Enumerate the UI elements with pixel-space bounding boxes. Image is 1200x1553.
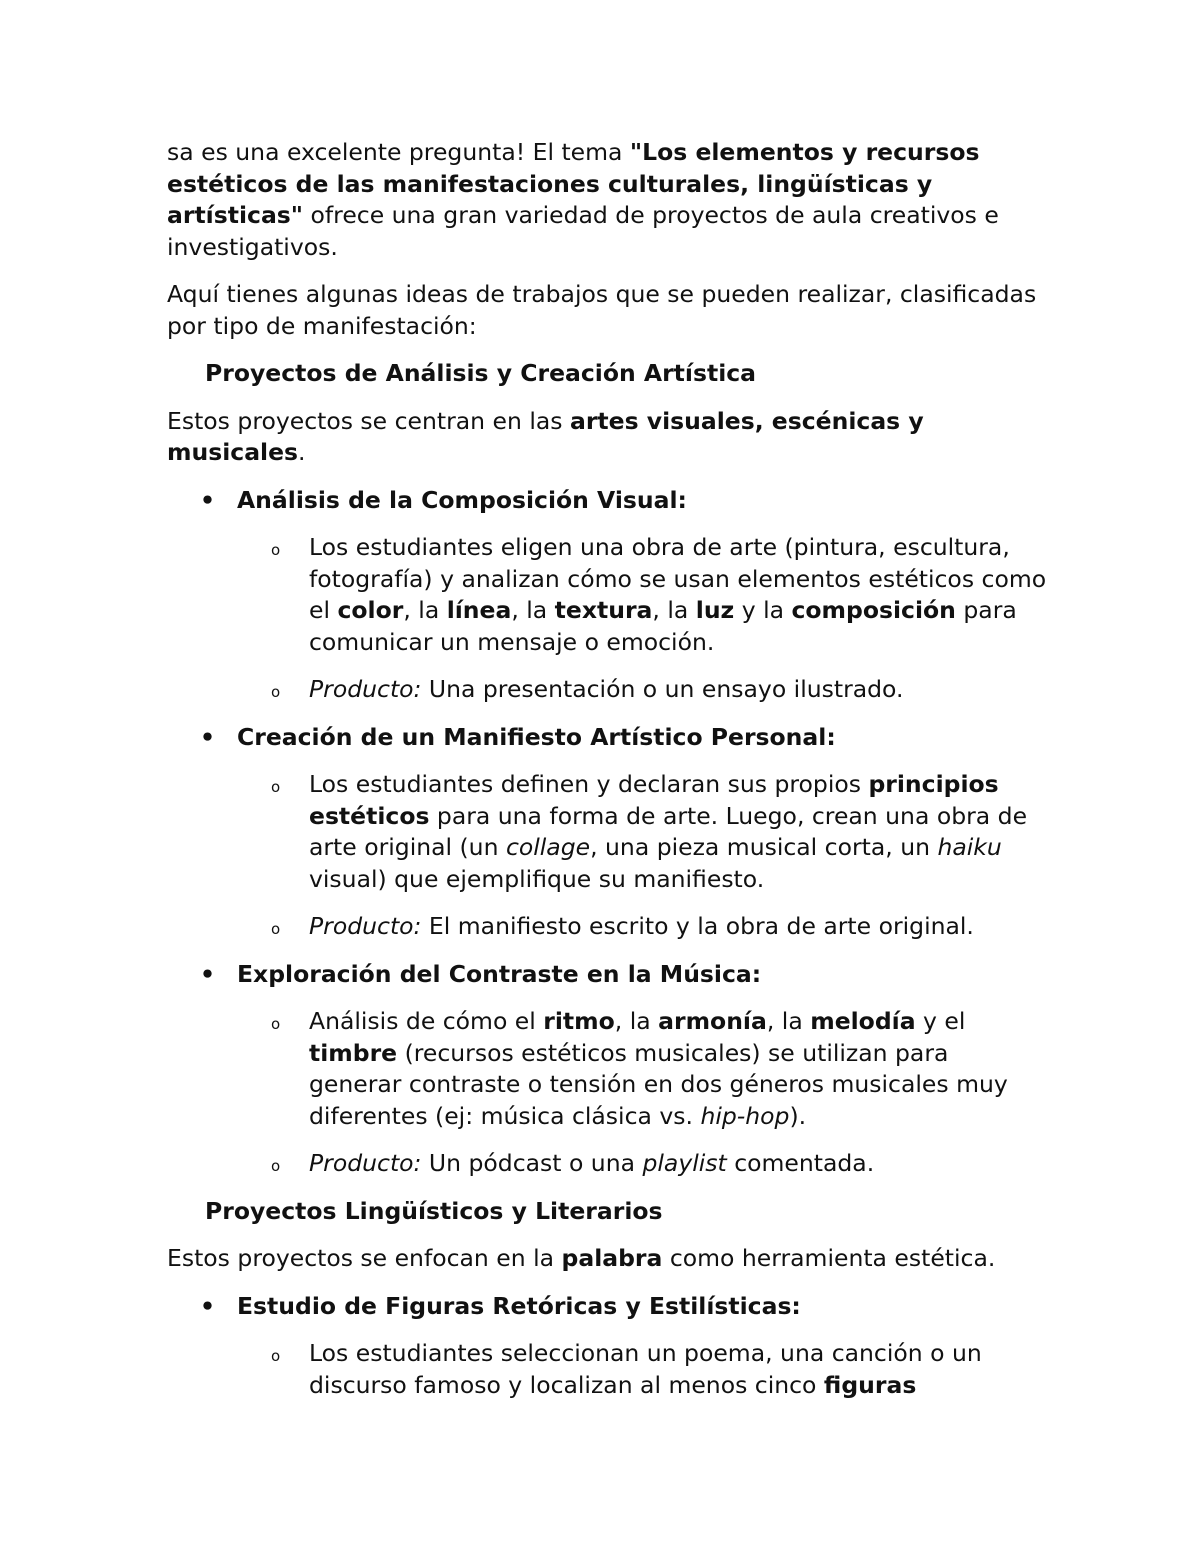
intro-text: sa es una excelente pregunta! El tema (167, 138, 630, 166)
text-run: Estos proyectos se enfocan en la (167, 1244, 562, 1272)
bullet-icon: • (200, 485, 216, 514)
intro-topic: "Los elementos y recursos estéticos de las manifestaciones culturales, lingüísticas y artísticas" (167, 138, 980, 229)
sub-list-item (167, 1148, 1047, 1180)
text-run: El manifiesto escrito y la obra de arte original. (421, 912, 974, 940)
bold-run: timbre (309, 1038, 398, 1067)
bold-run: textura (554, 596, 653, 624)
text-run: Estos proyectos se centran en las (167, 406, 570, 435)
italic-run: Producto: (309, 1149, 422, 1177)
section-heading-arts: Proyectos de Análisis y Creación Artística (205, 359, 757, 387)
text-run: , la (652, 596, 696, 624)
text-run: , la (766, 1007, 811, 1035)
project-title: Análisis de la Composición Visual: (237, 485, 687, 514)
sub-list (237, 1006, 1047, 1180)
product (239, 1148, 1047, 1180)
bold-run: artes visuales, escénicas y musicales (167, 406, 924, 466)
italic-run: haiku (937, 833, 1002, 861)
arts-project-list (167, 485, 1047, 1180)
sub-list-item (167, 674, 1047, 706)
sub-list (237, 1338, 1047, 1401)
project-title: Estudio de Figuras Retóricas y Estilísticas: (237, 1291, 801, 1320)
sub-list-item (167, 911, 1047, 943)
bold-run: principios estéticos (309, 770, 999, 830)
text-run: comentada. (726, 1149, 875, 1177)
text-run: Una presentación o un ensayo ilustrado. (421, 675, 904, 703)
sub-list-item (167, 769, 1047, 895)
text-run: Los estudiantes seleccionan un poema, una canción o un discurso famoso y localizan al menos cinco (309, 1339, 982, 1399)
bold-run: palabra (561, 1244, 663, 1272)
text-run: y la (734, 596, 792, 624)
bold-run: figuras (823, 1370, 917, 1399)
text-run: , la (511, 596, 555, 624)
text-run: (recursos estéticos musicales) se utilizan para generar contraste o tensión en dos géneros musicales muy diferentes (ej: música clásica vs. (309, 1038, 1008, 1130)
sub-list (237, 532, 1047, 706)
italic-run: playlist (642, 1149, 727, 1177)
intro-paragraph-2: Aquí tienes algunas ideas de trabajos que se pueden realizar, clasificadas por tipo de manifestación: (167, 280, 1037, 340)
italic-run: collage (505, 833, 591, 861)
description (239, 769, 1047, 895)
bullet-icon: • (200, 1291, 216, 1320)
text-run: , la (403, 596, 447, 624)
sub-list-item (167, 1338, 1047, 1401)
text-run: Los estudiantes eligen una obra de arte (pintura, escultura, fotografía) y analizan cómo se usan elementos estéticos como el (309, 533, 1047, 624)
description (239, 532, 1047, 658)
sub-list-item (167, 532, 1047, 658)
text-run: , la (614, 1007, 659, 1035)
intro-paragraph-1 (167, 137, 1047, 263)
bold-run: ritmo (543, 1007, 615, 1035)
italic-run: hip-hop (700, 1101, 790, 1130)
bold-run: armonía (658, 1007, 767, 1035)
list-item (167, 722, 1047, 943)
text-run: para comunicar un mensaje o emoción. (309, 596, 1017, 656)
text-run: Los estudiantes definen y declaran sus propios (309, 770, 869, 798)
circle-bullet-icon: o (271, 1015, 281, 1033)
text-run: . (298, 438, 306, 466)
text-run: para una forma de arte. Luego, crean una obra de arte original (un (309, 801, 1028, 861)
italic-run: Producto: (309, 675, 422, 703)
text-run: ). (789, 1101, 807, 1130)
text-run: y el (915, 1007, 966, 1035)
bold-run: melodía (810, 1007, 916, 1035)
list-item (167, 485, 1047, 706)
bullet-icon: • (200, 959, 216, 988)
document-page (167, 137, 1047, 1417)
bullet-icon: • (200, 722, 216, 751)
project-title: Creación de un Manifiesto Artístico Personal: (237, 722, 836, 751)
sub-list-item (167, 1006, 1047, 1132)
list-item (167, 1291, 1047, 1402)
text-run: visual) que ejemplifique su manifiesto. (309, 864, 765, 893)
description (239, 1006, 1047, 1132)
text-run: como herramienta estética. (662, 1244, 996, 1272)
circle-bullet-icon: o (271, 541, 281, 559)
circle-bullet-icon: o (271, 1347, 281, 1365)
text-run: Análisis de cómo el (309, 1007, 544, 1035)
text-run: , una pieza musical corta, un (590, 833, 938, 861)
section-intro-arts (167, 406, 1047, 469)
bold-run: color (337, 596, 404, 624)
product (239, 674, 1047, 706)
project-title: Exploración del Contraste en la Música: (237, 959, 762, 988)
section-heading-linguistic: Proyectos Lingüísticos y Literarios (205, 1196, 663, 1225)
bold-run: composición (791, 596, 956, 624)
list-item (167, 959, 1047, 1180)
section-intro-linguistic (167, 1243, 1047, 1275)
text-run: Un pódcast o una (421, 1149, 643, 1177)
sub-list (237, 769, 1047, 943)
linguistic-project-list (167, 1291, 1047, 1402)
circle-bullet-icon: o (271, 778, 281, 796)
product (239, 911, 1047, 943)
circle-bullet-icon: o (271, 920, 281, 938)
italic-run: Producto: (309, 912, 422, 940)
bold-run: línea (446, 596, 512, 624)
description (239, 1338, 1047, 1401)
circle-bullet-icon: o (271, 683, 281, 701)
intro-text: ofrece una gran variedad de proyectos de aula creativos e investigativos. (167, 201, 999, 261)
bold-run: luz (695, 596, 735, 624)
circle-bullet-icon: o (271, 1157, 281, 1175)
